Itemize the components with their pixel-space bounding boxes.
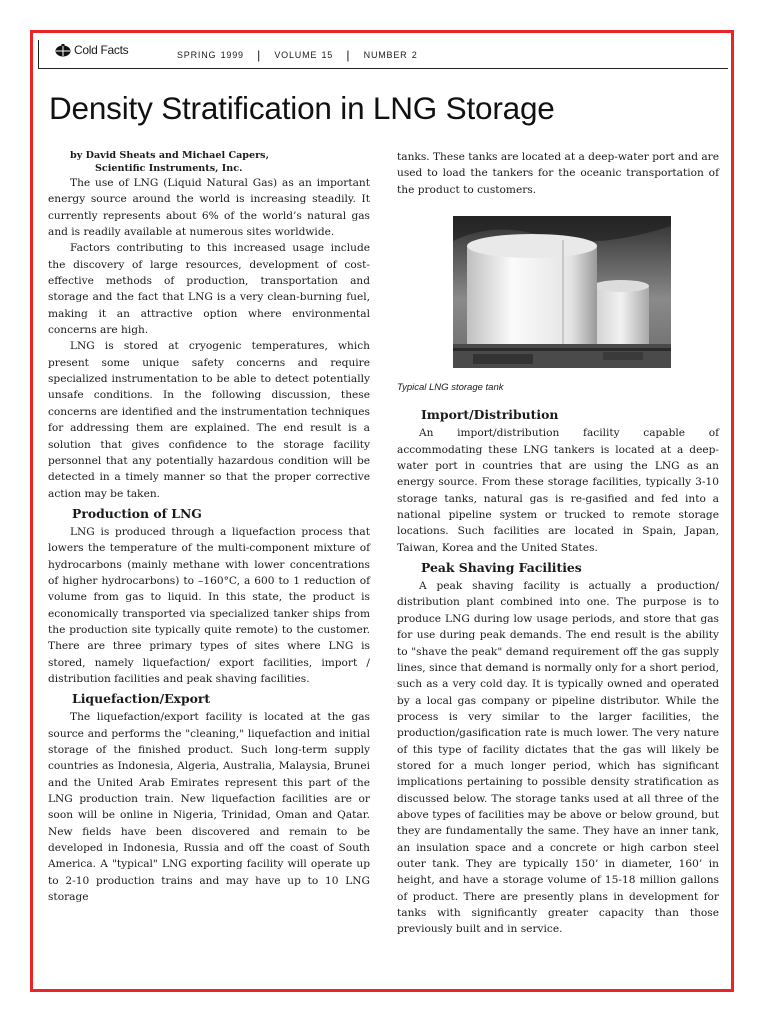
article-title: Density Stratification in LNG Storage [49,90,555,126]
issue-info [177,47,418,61]
issue-season: SPRING 1999 [177,50,244,60]
production-paragraph: LNG is produced through a liquefaction process that lowers the temperature of the multi-component mixture of hydrocarbons (mainly methane with lower concentrations of higher hydrocarbons) to –160°C, a 600 to 1 reduction of volume from gas to liquid. In this state, the product is economically transported via specialized tanker ships from the production site typically quite remote) to the customer. There are three primary types of sites where LNG is stored, namely liquefaction/ export facilities, import / distribution facilities and peak shaving facilities. [48,525,370,685]
brand-name: Cold Facts [74,43,129,57]
section-heading-liquefaction: Liquefaction/Export [72,691,211,707]
issue-volume: VOLUME 15 [274,50,334,60]
intro-paragraph: Factors contributing to this increased usage include the discovery of large resources, development of cost-effective methods of production, transportation and storage and the fact that LNG is a very clean-burning fuel, making it an attractive option where environmental concerns are high. [48,242,370,337]
liquefaction-paragraph-continued: tanks. These tanks are located at a deep-water port and are used to load the tankers for the oceanic transportation of the product to customers. [397,151,719,196]
section-heading-peak: Peak Shaving Facilities [421,560,582,576]
section-heading-production: Production of LNG [72,505,202,521]
byline-authors: by David Sheats and Michael Capers, [70,150,269,161]
section-heading-import: Import/Distribution [421,407,559,423]
issue-divider: | [257,48,262,62]
photo-caption: Typical LNG storage tank [397,382,504,394]
peak-paragraph: A peak shaving facility is actually a production/ distribution plant combined into one. The purpose is to produce LNG during low usage periods, and store that gas for use during peak demands. The end result is the ability to "shave the peak" demand requirement off the gas supply lines, since that demand is normally only for a short period, such as a very cold day. It is typically owned and operated by a local gas company or pipeline distributor. While the process is very similar to the larger facilities, the production/gasification rate is much lower. The very nature of this type of facility dictates that the gas will likely be stored for a much longer period, which has significant implications pertaining to possible density stratification as discussed below. The storage tanks used at all three of the above types of facilities may be above or below ground, but they are fundamentally the same. They have an inner tank, an insulation space and a concrete or high carbon steel outer tank. They are typically 150’ in diameter, 160’ in height, and have a storage volume of 15-18 million gallons of product. There are presently plans in development for tanks with significantly greater capacity than those previously built and in service. [397,580,719,936]
right-column [397,149,719,938]
byline [70,149,370,175]
masthead-brand [55,43,128,57]
intro-paragraph: The use of LNG (Liquid Natural Gas) as an important energy source around the world is increasing steadily. It currently represents about 6% of the world’s natural gas and is readily available at numerous sites worldwide. [48,177,370,239]
lng-tank-photo [453,216,671,368]
liquefaction-paragraph: The liquefaction/export facility is located at the gas source and performs the "cleaning," liquefaction and initial storage of the finished product. Such long-term supply countries as Indonesia, Algeria, Australia, Malaysia, Brunei and the United Arab Emirates represent this part of the LNG production train. New liquefaction facilities are or soon will be online in Nigeria, Trinidad, Oman and Qatar. New fields have been discovered and remain to be developed in Indonesia, Russia and off the coast of South America. A "typical" LNG exporting facility will operate up to 2-10 production trains and may have up to 10 LNG storage [48,711,370,904]
snowflake-logo-icon [55,44,71,57]
left-column [48,149,370,905]
import-paragraph: An import/distribution facility capable of accommodating these LNG tankers is located at a deep-water port in countries that are using the LNG as an energy source. From these storage facilities, typically 3-10 storage tanks, natural gas is re-gasified and fed into a national pipeline system or trucked to remote storage locations. Such facilities are located in Spain, Japan, Taiwan, Korea and the United States. [397,427,719,554]
byline-affiliation: Scientific Instruments, Inc. [95,163,243,174]
issue-number: NUMBER 2 [363,50,418,60]
issue-divider: | [346,48,351,62]
intro-paragraph: LNG is stored at cryogenic temperatures, which present some unique safety concerns and require specialized instrumentation to be able to detect potentially unsafe conditions. In the following discussion, these concerns are identified and the instrumentation techniques for addressing them are explained. The end result is a solution that gives confidence to the storage facility personnel that any potentially hazardous condition will be detected in a timely manner so that the proper corrective action may be taken. [48,340,370,500]
